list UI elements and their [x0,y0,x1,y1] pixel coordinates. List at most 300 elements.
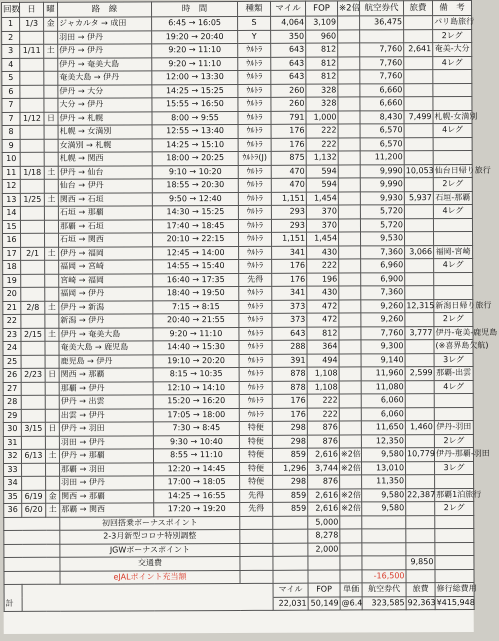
extra-rows [4,515,474,585]
footer-blank [22,597,273,612]
route-cell: 羽田 → 伊丹 [60,476,154,490]
fare-cell: 6,960 [361,259,405,273]
fare-type-cell: 特便 [239,448,272,462]
route-cell: 伊丹 → 奄美大島 [59,327,153,341]
date-cell [21,409,45,423]
weekday-cell [44,125,58,139]
fare-type-cell: ｳﾙﾄﾗ [238,178,271,192]
weekday-cell: 金 [46,490,60,504]
time-cell: 12:45 → 14:00 [153,246,239,260]
fop-cell: 876 [308,475,340,489]
trip-cost-cell: 1,460 [405,421,434,435]
extra-row [4,569,474,585]
blank-cell [240,543,273,557]
date-cell [20,179,44,193]
time-cell: 19:10 → 20:20 [153,354,239,368]
trip-cost-cell [404,178,433,192]
row-number: 16 [3,233,21,247]
time-cell: 17:05 → 18:00 [153,408,239,422]
route-cell: 関西 → 那覇 [59,368,153,382]
blank-cell [340,556,362,570]
trip-cost-cell [405,353,434,367]
table-row [3,299,473,315]
route-cell: 奄美大島 → 鹿児島 [59,341,153,355]
date-cell: 6/20 [22,503,46,517]
weekday-cell [45,355,59,369]
fare-type-cell: ｳﾙﾄﾗ [239,286,272,300]
route-cell: 伊丹 → 仙台 [58,165,152,179]
table-row [2,177,472,193]
route-cell: 伊丹 → 出雲 [59,395,153,409]
note-cell [433,96,472,110]
double-cell: ※2倍 [340,502,362,516]
route-cell: 大分 → 伊丹 [58,98,152,112]
col-header-fop: FOP [305,1,337,16]
mile-cell: 373 [272,300,307,314]
mile-cell: 176 [272,259,307,273]
table-row [2,56,472,72]
row-number: 12 [2,179,20,193]
footer-total-label: 修行総費用 [435,582,474,596]
time-cell: 9:30 → 10:40 [153,435,239,449]
fare-cell: 9,580 [362,488,406,502]
fare-type-cell: 特便 [239,421,272,435]
route-cell: ジャカルタ → 成田 [58,17,152,31]
fop-cell: 328 [306,97,338,111]
footer-grand-total: ¥415,948 [435,596,474,610]
route-cell: 羽田 → 伊丹 [59,435,153,449]
footer-mile-label: マイル [273,583,308,597]
mile-cell: 341 [272,286,307,300]
trip-cost-cell: 7,499 [404,110,433,124]
note-cell: 石垣-那覇 [433,191,472,205]
fop-cell: 370 [306,205,338,219]
double-cell: ※2倍 [339,448,361,462]
double-cell [338,178,360,192]
fare-cell: 11,350 [362,475,406,489]
date-cell: 2/23 [21,368,45,382]
trip-cost-cell [405,232,434,246]
extra-fop: 8,278 [308,529,340,543]
time-cell: 7:15 → 8:15 [153,300,239,314]
note-cell: 新潟日帰り旅行 [434,299,473,313]
weekday-cell [44,220,58,234]
table-row [3,366,473,382]
fop-cell: 594 [306,178,338,192]
fare-type-cell: 特便 [240,475,273,489]
row-number: 19 [3,274,21,288]
date-cell: 1/18 [20,166,44,180]
table-row [3,434,473,450]
extra-trip [406,529,435,543]
date-cell [20,139,44,153]
route-cell: 那覇 → 石垣 [58,219,152,233]
footer-unit-label: 単価 [340,583,362,597]
table-row [4,474,474,490]
blank-cell [240,556,273,570]
fare-type-cell: 特便 [239,435,272,449]
time-cell: 14:25 → 15:25 [152,84,238,98]
time-cell: 15:20 → 16:20 [153,394,239,408]
fop-cell: 472 [307,300,339,314]
date-cell [21,436,45,450]
double-cell [339,259,361,273]
table-row [2,150,472,166]
date-cell [21,395,45,409]
date-cell: 2/8 [21,301,45,315]
fare-type-cell: ｳﾙﾄﾗ [239,367,272,381]
extra-fare: -16,500 [362,569,406,583]
table-row [3,353,473,369]
date-cell [20,152,44,166]
weekday-cell [45,341,59,355]
note-cell [433,218,472,232]
fop-cell: 1,454 [306,192,338,206]
weekday-cell: 土 [44,44,58,58]
trip-cost-cell [405,286,434,300]
time-cell: 12:00 → 13:30 [152,70,238,84]
mile-cell: 293 [271,219,306,233]
mile-cell: 176 [272,273,307,287]
extra-fare [362,542,406,556]
table-row [4,501,474,517]
trip-cost-cell [404,56,433,70]
note-cell: 2レグ [434,312,473,326]
row-number: 7 [2,98,20,112]
table-row [3,380,473,396]
fare-cell: 13,010 [362,461,406,475]
trip-cost-cell [406,502,435,516]
fop-cell: 876 [307,421,339,435]
route-cell: 伊丹 → 福岡 [59,246,153,260]
date-cell [21,233,45,247]
mile-cell: 4,064 [271,16,306,30]
flight-log-table [1,0,498,612]
note-cell: 仙台日帰り旅行 [433,164,472,178]
time-cell: 14:40 → 15:30 [153,340,239,354]
table-row [3,312,473,328]
date-cell [20,58,44,72]
mile-cell: 176 [271,138,306,152]
date-cell: 6/13 [21,449,45,463]
time-cell: 12:20 → 14:45 [154,462,240,476]
extra-trip [406,569,435,583]
route-cell: 札幌 → 女満別 [58,125,152,139]
trip-cost-cell [404,16,433,30]
weekday-cell: 日 [44,112,58,126]
note-cell: 伊丹-那覇-羽田 [434,447,473,461]
fare-type-cell: ｳﾙﾄﾗ(J) [238,151,271,165]
note-cell: 3レグ [434,353,473,367]
mile-cell: 643 [271,70,306,84]
route-cell: 鹿児島 → 伊丹 [59,354,153,368]
fare-cell: 7,760 [360,56,404,70]
double-cell [339,313,361,327]
time-cell: 14:55 → 15:40 [153,259,239,273]
fop-cell: 328 [306,84,338,98]
weekday-cell [44,71,58,85]
fare-type-cell: ｳﾙﾄﾗ [238,57,271,71]
fop-cell: 222 [306,138,338,152]
fare-type-cell: ｳﾙﾄﾗ [239,327,272,341]
route-cell: 出雲 → 伊丹 [59,408,153,422]
fop-cell: 1,132 [306,151,338,165]
mile-cell: 875 [271,151,306,165]
double-cell [338,70,360,84]
fare-type-cell: ｳﾙﾄﾗ [238,192,271,206]
row-number: 31 [3,436,21,450]
trip-cost-cell [404,29,433,43]
time-cell: 19:20 → 20:40 [152,30,238,44]
row-number: 24 [3,341,21,355]
note-cell: パリ島旅行 [433,15,472,29]
trip-cost-cell: 5,937 [404,191,433,205]
note-cell: 2レグ [433,29,472,43]
double-cell [338,137,360,151]
blank-cell [4,544,60,558]
date-cell [20,220,44,234]
fare-cell: 6,060 [361,394,405,408]
weekday-cell [44,206,58,220]
blank-cell [273,556,308,570]
row-number: 3 [2,44,20,58]
blank-cell [273,543,308,557]
fop-cell: 1,108 [307,381,339,395]
route-cell: 那覇 → 伊丹 [59,381,153,395]
fop-cell: 494 [307,354,339,368]
table-row [3,272,473,288]
table-row [2,96,472,112]
weekday-cell: 土 [45,247,59,261]
blank-cell [240,516,273,530]
extra-trip [406,515,435,529]
note-cell [433,83,472,97]
trip-cost-cell [405,259,434,273]
mile-cell: 878 [272,381,307,395]
fare-type-cell: ｳﾙﾄﾗ [239,381,272,395]
table-row [2,204,472,220]
note-cell [433,150,472,164]
table-row [3,339,473,355]
fare-cell [360,29,404,43]
note-cell [433,69,472,83]
row-number: 35 [4,490,22,504]
time-cell: 12:10 → 14:10 [153,381,239,395]
route-cell: 羽田 → 伊丹 [58,30,152,44]
fare-cell: 6,660 [360,83,404,97]
time-cell: 18:55 → 20:30 [152,178,238,192]
trip-cost-cell [406,461,435,475]
weekday-cell [44,85,58,99]
fare-cell: 7,360 [361,245,405,259]
route-cell: 奄美大島 → 伊丹 [58,71,152,85]
trip-cost-cell: 3,777 [405,326,434,340]
weekday-cell: 土 [45,301,59,315]
time-cell: 18:00 → 20:25 [152,151,238,165]
note-cell: 那覇-出雲 [434,366,473,380]
table-row [2,137,472,153]
row-number: 22 [3,314,21,328]
route-cell: 石垣 → 那覇 [58,206,152,220]
date-cell [20,98,44,112]
weekday-cell [45,395,59,409]
date-cell: 1/3 [20,17,44,31]
fare-type-cell: 先得 [239,273,272,287]
mile-cell: 298 [272,435,307,449]
fare-type-cell: ｳﾙﾄﾗ [239,232,272,246]
weekday-cell [44,152,58,166]
fare-cell: 8,430 [360,110,404,124]
time-cell: 20:40 → 21:55 [153,313,239,327]
time-cell: 8:00 → 9:55 [152,111,238,125]
double-cell [338,205,360,219]
row-number: 26 [3,368,21,382]
footer-blank [22,583,273,598]
blank-cell [240,570,273,584]
table-row [2,110,472,126]
row-number: 18 [3,260,21,274]
time-cell: 7:30 → 8:45 [153,421,239,435]
note-cell [434,272,473,286]
weekday-cell [45,436,59,450]
table-row [4,488,474,504]
mile-cell: 176 [271,124,306,138]
weekday-cell [44,179,58,193]
fop-cell: 812 [306,43,338,57]
time-cell: 17:20 → 19:20 [154,502,240,516]
fare-type-cell: ｳﾙﾄﾗ [238,84,271,98]
fare-type-cell: ｳﾙﾄﾗ [239,313,272,327]
blank-cell [435,528,474,542]
footer-fop-label: FOP [308,583,340,597]
blank-cell [340,529,362,543]
double-cell [339,245,361,259]
weekday-cell [46,476,60,490]
mile-cell: 391 [272,354,307,368]
route-cell: 石垣 → 関西 [59,233,153,247]
fare-type-cell: ｳﾙﾄﾗ [238,138,271,152]
table-row [2,191,472,207]
col-header-note: 備 考 [432,0,471,15]
trip-cost-cell [404,97,433,111]
mile-cell: 470 [271,165,306,179]
col-header-count: 回数 [2,2,20,17]
time-cell: 12:55 → 13:40 [152,124,238,138]
route-cell: 那覇 → 関西 [60,503,154,517]
extra-fare [362,529,406,543]
col-header-time: 時 間 [152,1,238,16]
double-cell [339,380,361,394]
double-cell [338,43,360,57]
note-cell: 4レグ [434,258,473,272]
fop-cell: 1,108 [307,367,339,381]
row-number: 36 [4,503,22,517]
note-cell: 那覇1泊旅行 [435,488,474,502]
col-header-fare: 航空券代 [359,1,403,16]
time-cell: 15:55 → 16:50 [152,97,238,111]
date-cell: 3/15 [21,422,45,436]
route-cell: 伊丹 → 伊丹 [58,44,152,58]
time-cell: 14:25 → 16:55 [154,489,240,503]
date-cell: 1/11 [20,44,44,58]
fare-type-cell: Y [238,30,271,44]
fare-cell: 9,580 [362,502,406,516]
mile-cell: 859 [272,448,307,462]
mile-cell: 350 [271,30,306,44]
date-cell [21,341,45,355]
weekday-cell: 日 [45,368,59,382]
table-row [2,15,472,31]
row-number: 14 [2,206,20,220]
note-cell [434,393,473,407]
double-cell: ※2倍 [340,461,362,475]
mile-cell: 859 [273,502,308,516]
double-cell [339,272,361,286]
time-cell: 17:00 → 18:05 [154,475,240,489]
fare-cell: 5,720 [360,205,404,219]
weekday-cell [46,463,60,477]
note-cell: 2レグ [435,501,474,515]
flight-rows [2,15,498,517]
trip-cost-cell: 10,779 [405,448,434,462]
note-cell [434,231,473,245]
double-cell [338,151,360,165]
table-row [3,245,473,261]
fare-cell: 9,930 [360,191,404,205]
date-cell [21,355,45,369]
row-number: 30 [3,422,21,436]
fare-cell: 11,650 [361,421,405,435]
mile-cell: 260 [271,84,306,98]
fare-cell: 36,475 [360,16,404,30]
note-cell: 福岡-宮崎 [434,245,473,259]
row-number: 2 [2,31,20,45]
date-cell: 1/25 [20,193,44,207]
weekday-cell [44,31,58,45]
mile-cell: 260 [271,97,306,111]
fop-cell: 3,109 [306,16,338,30]
double-cell [338,56,360,70]
blank-cell [435,555,474,569]
fare-type-cell: ｳﾙﾄﾗ [238,43,271,57]
mile-cell: 643 [271,57,306,71]
row-number: 7 [2,112,20,126]
time-cell: 9:10 → 10:20 [152,165,238,179]
trip-cost-cell [404,218,433,232]
blank-cell [4,571,60,585]
note-cell [435,474,474,488]
fop-cell: 222 [307,394,339,408]
weekday-cell: 金 [44,17,58,31]
double-cell [339,326,361,340]
double-cell [338,16,360,30]
row-number: 33 [4,463,22,477]
weekday-cell: 土 [46,503,60,517]
fare-cell: 9,260 [361,299,405,313]
table-row [2,42,472,58]
footer-blank [4,584,22,598]
trip-cost-cell: 2,641 [404,43,433,57]
table-row [3,326,473,342]
date-cell: 6/19 [22,490,46,504]
double-cell [339,434,361,448]
extra-label: 2-3月新型コロナ特別調整 [60,529,240,543]
row-number: 23 [3,328,21,342]
note-cell: 2レグ [434,434,473,448]
blank-cell [273,570,308,584]
note-cell: 奄美-大分 [433,42,472,56]
fare-type-cell: 特便 [240,462,273,476]
